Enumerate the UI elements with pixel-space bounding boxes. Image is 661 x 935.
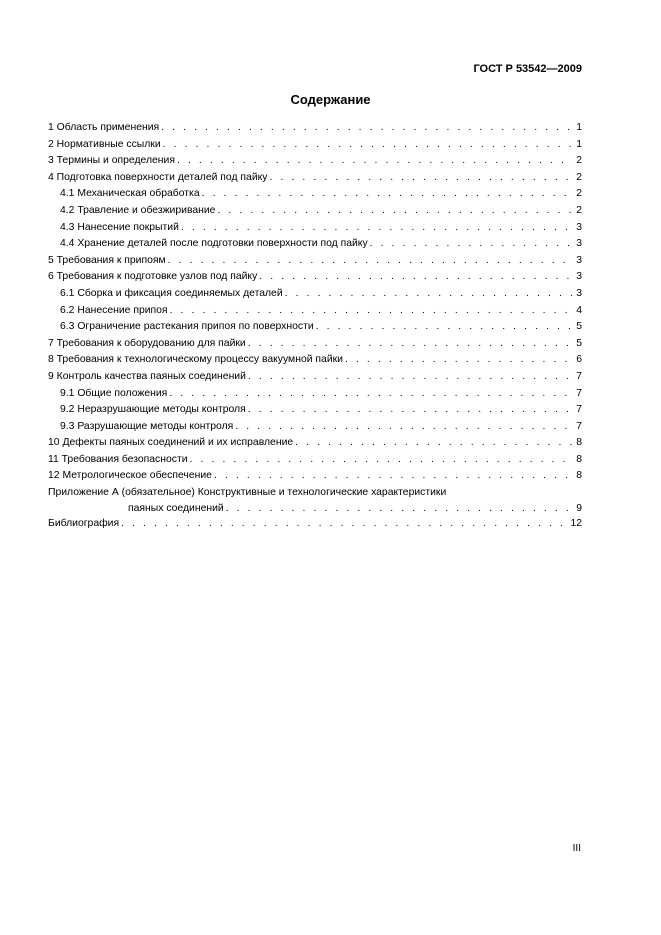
toc-entry-page: 3 (576, 221, 582, 233)
toc-entry-page: 1 (576, 138, 582, 150)
toc-entry-title: 8 Требования к технологическому процессу вакуумной пайки (48, 354, 343, 366)
toc-dot-leader (248, 402, 573, 419)
appendix-title-line1: Приложение А (обязательное) Конструктивные и технологические характеристики (48, 487, 447, 499)
toc-dot-leader (214, 468, 573, 485)
toc-entry[interactable] (48, 369, 582, 386)
toc-entry-title: 6 Требования к подготовке узлов под пайку (48, 271, 258, 283)
toc-dot-leader (190, 452, 574, 469)
toc-entry-title: 4.4 Хранение деталей после подготовки поверхности под пайку (60, 238, 368, 250)
toc-title: Содержание (290, 92, 371, 107)
toc-entry-title: 4 Подготовка поверхности деталей под пайку (48, 171, 268, 183)
toc-dot-leader (121, 516, 567, 533)
toc-entry-title: 7 Требования к оборудованию для пайки (48, 337, 246, 349)
toc-dot-leader (285, 286, 574, 303)
toc-entry-title: 3 Термины и определения (48, 155, 175, 167)
toc-entry-title: 12 Метрологическое обеспечение (48, 470, 212, 482)
toc-entry[interactable] (48, 236, 582, 253)
bibliography-page: 12 (570, 518, 582, 530)
document-code: ГОСТ Р 53542—2009 (473, 63, 582, 75)
toc-entry-appendix[interactable] (48, 485, 582, 516)
toc-dot-leader (270, 170, 574, 187)
toc-entry[interactable] (48, 186, 582, 203)
toc-entry-page: 2 (576, 171, 582, 183)
toc-entry[interactable] (48, 203, 582, 220)
toc-dot-leader (316, 319, 574, 336)
toc-entry-title: 4.2 Травление и обезжиривание (60, 204, 216, 216)
toc-dot-leader (170, 303, 574, 320)
toc-entry-page: 6 (576, 354, 582, 366)
toc-entry-page: 7 (576, 387, 582, 399)
table-of-contents (48, 120, 582, 533)
toc-entry[interactable] (48, 220, 582, 237)
toc-dot-leader (235, 419, 573, 436)
toc-dot-leader (161, 120, 573, 137)
toc-entry-page: 8 (576, 470, 582, 482)
toc-entry[interactable] (48, 269, 582, 286)
toc-entry-page: 2 (576, 155, 582, 167)
toc-entry-title: 9.3 Разрушающие методы контроля (60, 420, 234, 432)
toc-dot-leader (177, 153, 573, 170)
toc-entry-page: 3 (576, 254, 582, 266)
toc-dot-leader (168, 253, 574, 270)
toc-dot-leader (202, 186, 574, 203)
toc-entry-page: 2 (576, 204, 582, 216)
toc-entry-title: 11 Требования безопасности (48, 453, 188, 465)
toc-entry[interactable] (48, 286, 582, 303)
toc-entry[interactable] (48, 153, 582, 170)
bibliography-title: Библиография (48, 518, 120, 530)
page-number: III (572, 843, 581, 854)
toc-entry-title: 5 Требования к припоям (48, 254, 166, 266)
toc-entry[interactable] (48, 336, 582, 353)
toc-entry-page: 7 (576, 404, 582, 416)
toc-entry-title: 9 Контроль качества паяных соединений (48, 370, 246, 382)
appendix-title-line2-row (48, 501, 582, 516)
toc-dot-leader (226, 501, 574, 516)
toc-entry-page: 7 (576, 370, 582, 382)
toc-entry-title: 6.3 Ограничение растекания припоя по поверхности (60, 321, 314, 333)
toc-entry-title: 4.3 Нанесение покрытий (60, 221, 179, 233)
toc-entry-page: 4 (576, 304, 582, 316)
appendix-title-line2: паяных соединений (128, 503, 224, 515)
toc-entry[interactable] (48, 352, 582, 369)
toc-entry[interactable] (48, 137, 582, 154)
toc-entry-title: 6.1 Сборка и фиксация соединяемых деталей (60, 287, 283, 299)
toc-entry-page: 1 (576, 122, 582, 133)
toc-dot-leader (248, 336, 573, 353)
toc-entry[interactable] (48, 120, 582, 137)
toc-entry-title: 6.2 Нанесение припоя (60, 304, 168, 316)
toc-entry-title: 9.1 Общие положения (60, 387, 168, 399)
toc-dot-leader (370, 236, 574, 253)
toc-entry[interactable] (48, 468, 582, 485)
toc-entry[interactable] (48, 319, 582, 336)
toc-entry-page: 3 (576, 287, 582, 299)
toc-dot-leader (295, 435, 573, 452)
toc-entry-page: 8 (576, 453, 582, 465)
toc-entry[interactable] (48, 170, 582, 187)
toc-entry[interactable] (48, 419, 582, 436)
toc-entry[interactable] (48, 435, 582, 452)
toc-entry[interactable] (48, 253, 582, 270)
toc-entry[interactable] (48, 402, 582, 419)
toc-entry-title: 2 Нормативные ссылки (48, 138, 161, 150)
toc-entry-title: 10 Дефекты паяных соединений и их исправление (48, 437, 294, 449)
toc-dot-leader (217, 203, 573, 220)
toc-entry[interactable] (48, 386, 582, 403)
toc-entry-title: 9.2 Неразрушающие методы контроля (60, 404, 246, 416)
toc-entry[interactable] (48, 303, 582, 320)
toc-entry-page: 7 (576, 420, 582, 432)
toc-dot-leader (259, 269, 573, 286)
toc-entry-page: 8 (576, 437, 582, 449)
toc-entry-page: 3 (576, 238, 582, 250)
toc-dot-leader (248, 369, 573, 386)
toc-entry-page: 3 (576, 271, 582, 283)
toc-entry-title: 4.1 Механическая обработка (60, 188, 200, 200)
toc-dot-leader (181, 220, 573, 237)
toc-dot-leader (163, 137, 574, 154)
toc-dot-leader (345, 352, 573, 369)
appendix-page: 9 (576, 503, 582, 515)
toc-entry[interactable] (48, 452, 582, 469)
toc-entry-title: 1 Область применения (48, 122, 160, 133)
toc-entry-page: 5 (576, 321, 582, 333)
toc-dot-leader (169, 386, 573, 403)
toc-entry-page: 5 (576, 337, 582, 349)
toc-entry-bibliography[interactable] (48, 516, 582, 533)
toc-entry-page: 2 (576, 188, 582, 200)
